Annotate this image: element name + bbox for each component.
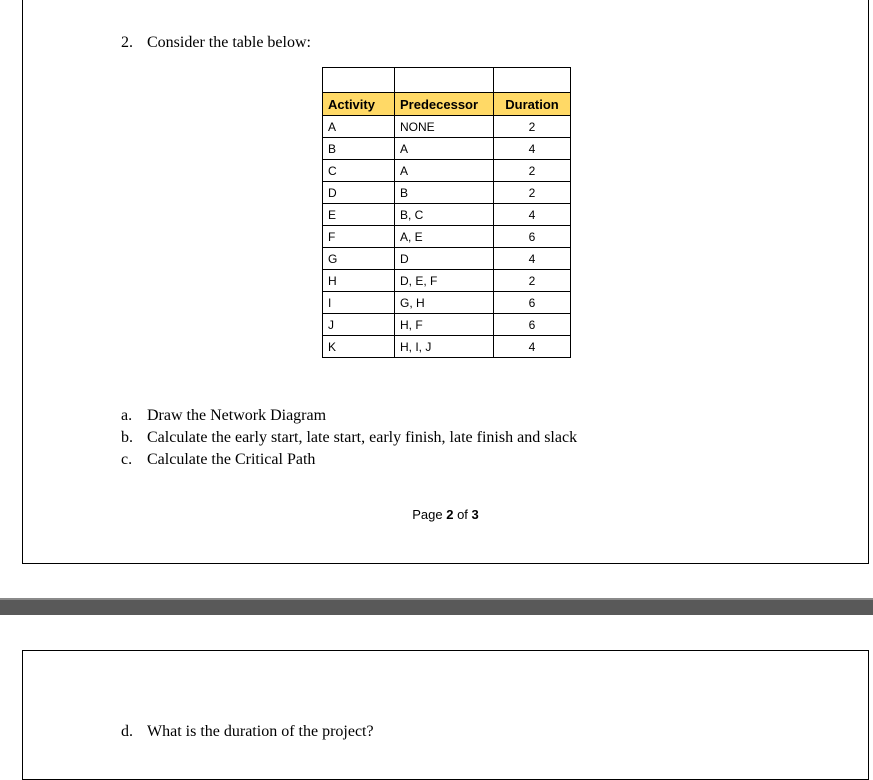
- table-row: [323, 116, 571, 138]
- list-item: [121, 427, 577, 449]
- cell-duration: 4: [494, 336, 571, 358]
- cell-activity: I: [323, 292, 395, 314]
- cell-predecessor: B, C: [395, 204, 494, 226]
- document-page-3: [22, 650, 869, 780]
- table-row: [323, 138, 571, 160]
- cell-predecessor: NONE: [395, 116, 494, 138]
- footer-total: 3: [471, 507, 479, 522]
- list-text: What is the duration of the project?: [147, 723, 374, 740]
- table-row: [323, 248, 571, 270]
- list-item: [121, 449, 577, 471]
- table-row: [323, 336, 571, 358]
- table-row: [323, 182, 571, 204]
- table-header-row: [323, 93, 571, 116]
- cell-predecessor: A: [395, 138, 494, 160]
- cell-duration: 6: [494, 314, 571, 336]
- table-row: [323, 204, 571, 226]
- cell-duration: 4: [494, 204, 571, 226]
- table-blank-row: [323, 68, 571, 93]
- question-number: 2.: [121, 34, 133, 51]
- list-text: Calculate the early start, late start, early finish, late finish and slack: [147, 429, 578, 446]
- question-d: [121, 723, 374, 741]
- cell-activity: J: [323, 314, 395, 336]
- header-predecessor: Predecessor: [395, 93, 494, 116]
- task-list: [121, 405, 577, 471]
- list-text: Draw the Network Diagram: [147, 407, 327, 424]
- cell-duration: 2: [494, 182, 571, 204]
- activity-table: [322, 67, 571, 358]
- cell-activity: F: [323, 226, 395, 248]
- document-page-2: [22, 0, 869, 564]
- list-marker: a.: [121, 407, 133, 424]
- cell-predecessor: H, I, J: [395, 336, 494, 358]
- footer-prefix: Page: [412, 507, 443, 522]
- list-text: Calculate the Critical Path: [147, 451, 316, 468]
- cell-predecessor: A, E: [395, 226, 494, 248]
- cell-duration: 4: [494, 138, 571, 160]
- cell-duration: 6: [494, 292, 571, 314]
- cell-activity: E: [323, 204, 395, 226]
- cell-predecessor: B: [395, 182, 494, 204]
- cell-predecessor: G, H: [395, 292, 494, 314]
- cell-duration: 2: [494, 116, 571, 138]
- cell-duration: 2: [494, 160, 571, 182]
- cell-activity: D: [323, 182, 395, 204]
- cell-duration: 2: [494, 270, 571, 292]
- footer-current: 2: [446, 507, 454, 522]
- cell-duration: 4: [494, 248, 571, 270]
- list-marker: c.: [121, 451, 133, 468]
- cell-predecessor: H, F: [395, 314, 494, 336]
- list-marker: d.: [121, 723, 133, 740]
- cell-activity: G: [323, 248, 395, 270]
- table-row: [323, 314, 571, 336]
- table-row: [323, 270, 571, 292]
- header-duration: Duration: [494, 93, 571, 116]
- cell-predecessor: A: [395, 160, 494, 182]
- page-footer: [23, 507, 868, 522]
- cell-activity: A: [323, 116, 395, 138]
- footer-of: of: [457, 507, 468, 522]
- cell-predecessor: D: [395, 248, 494, 270]
- list-marker: b.: [121, 429, 133, 446]
- question-text: Consider the table below:: [147, 34, 311, 51]
- page-divider: [0, 598, 873, 615]
- table-row: [323, 160, 571, 182]
- header-activity: Activity: [323, 93, 395, 116]
- cell-activity: H: [323, 270, 395, 292]
- cell-predecessor: D, E, F: [395, 270, 494, 292]
- cell-activity: K: [323, 336, 395, 358]
- table-row: [323, 292, 571, 314]
- cell-activity: B: [323, 138, 395, 160]
- cell-activity: C: [323, 160, 395, 182]
- list-item: [121, 405, 577, 427]
- table-row: [323, 226, 571, 248]
- question-heading: [121, 34, 311, 52]
- cell-duration: 6: [494, 226, 571, 248]
